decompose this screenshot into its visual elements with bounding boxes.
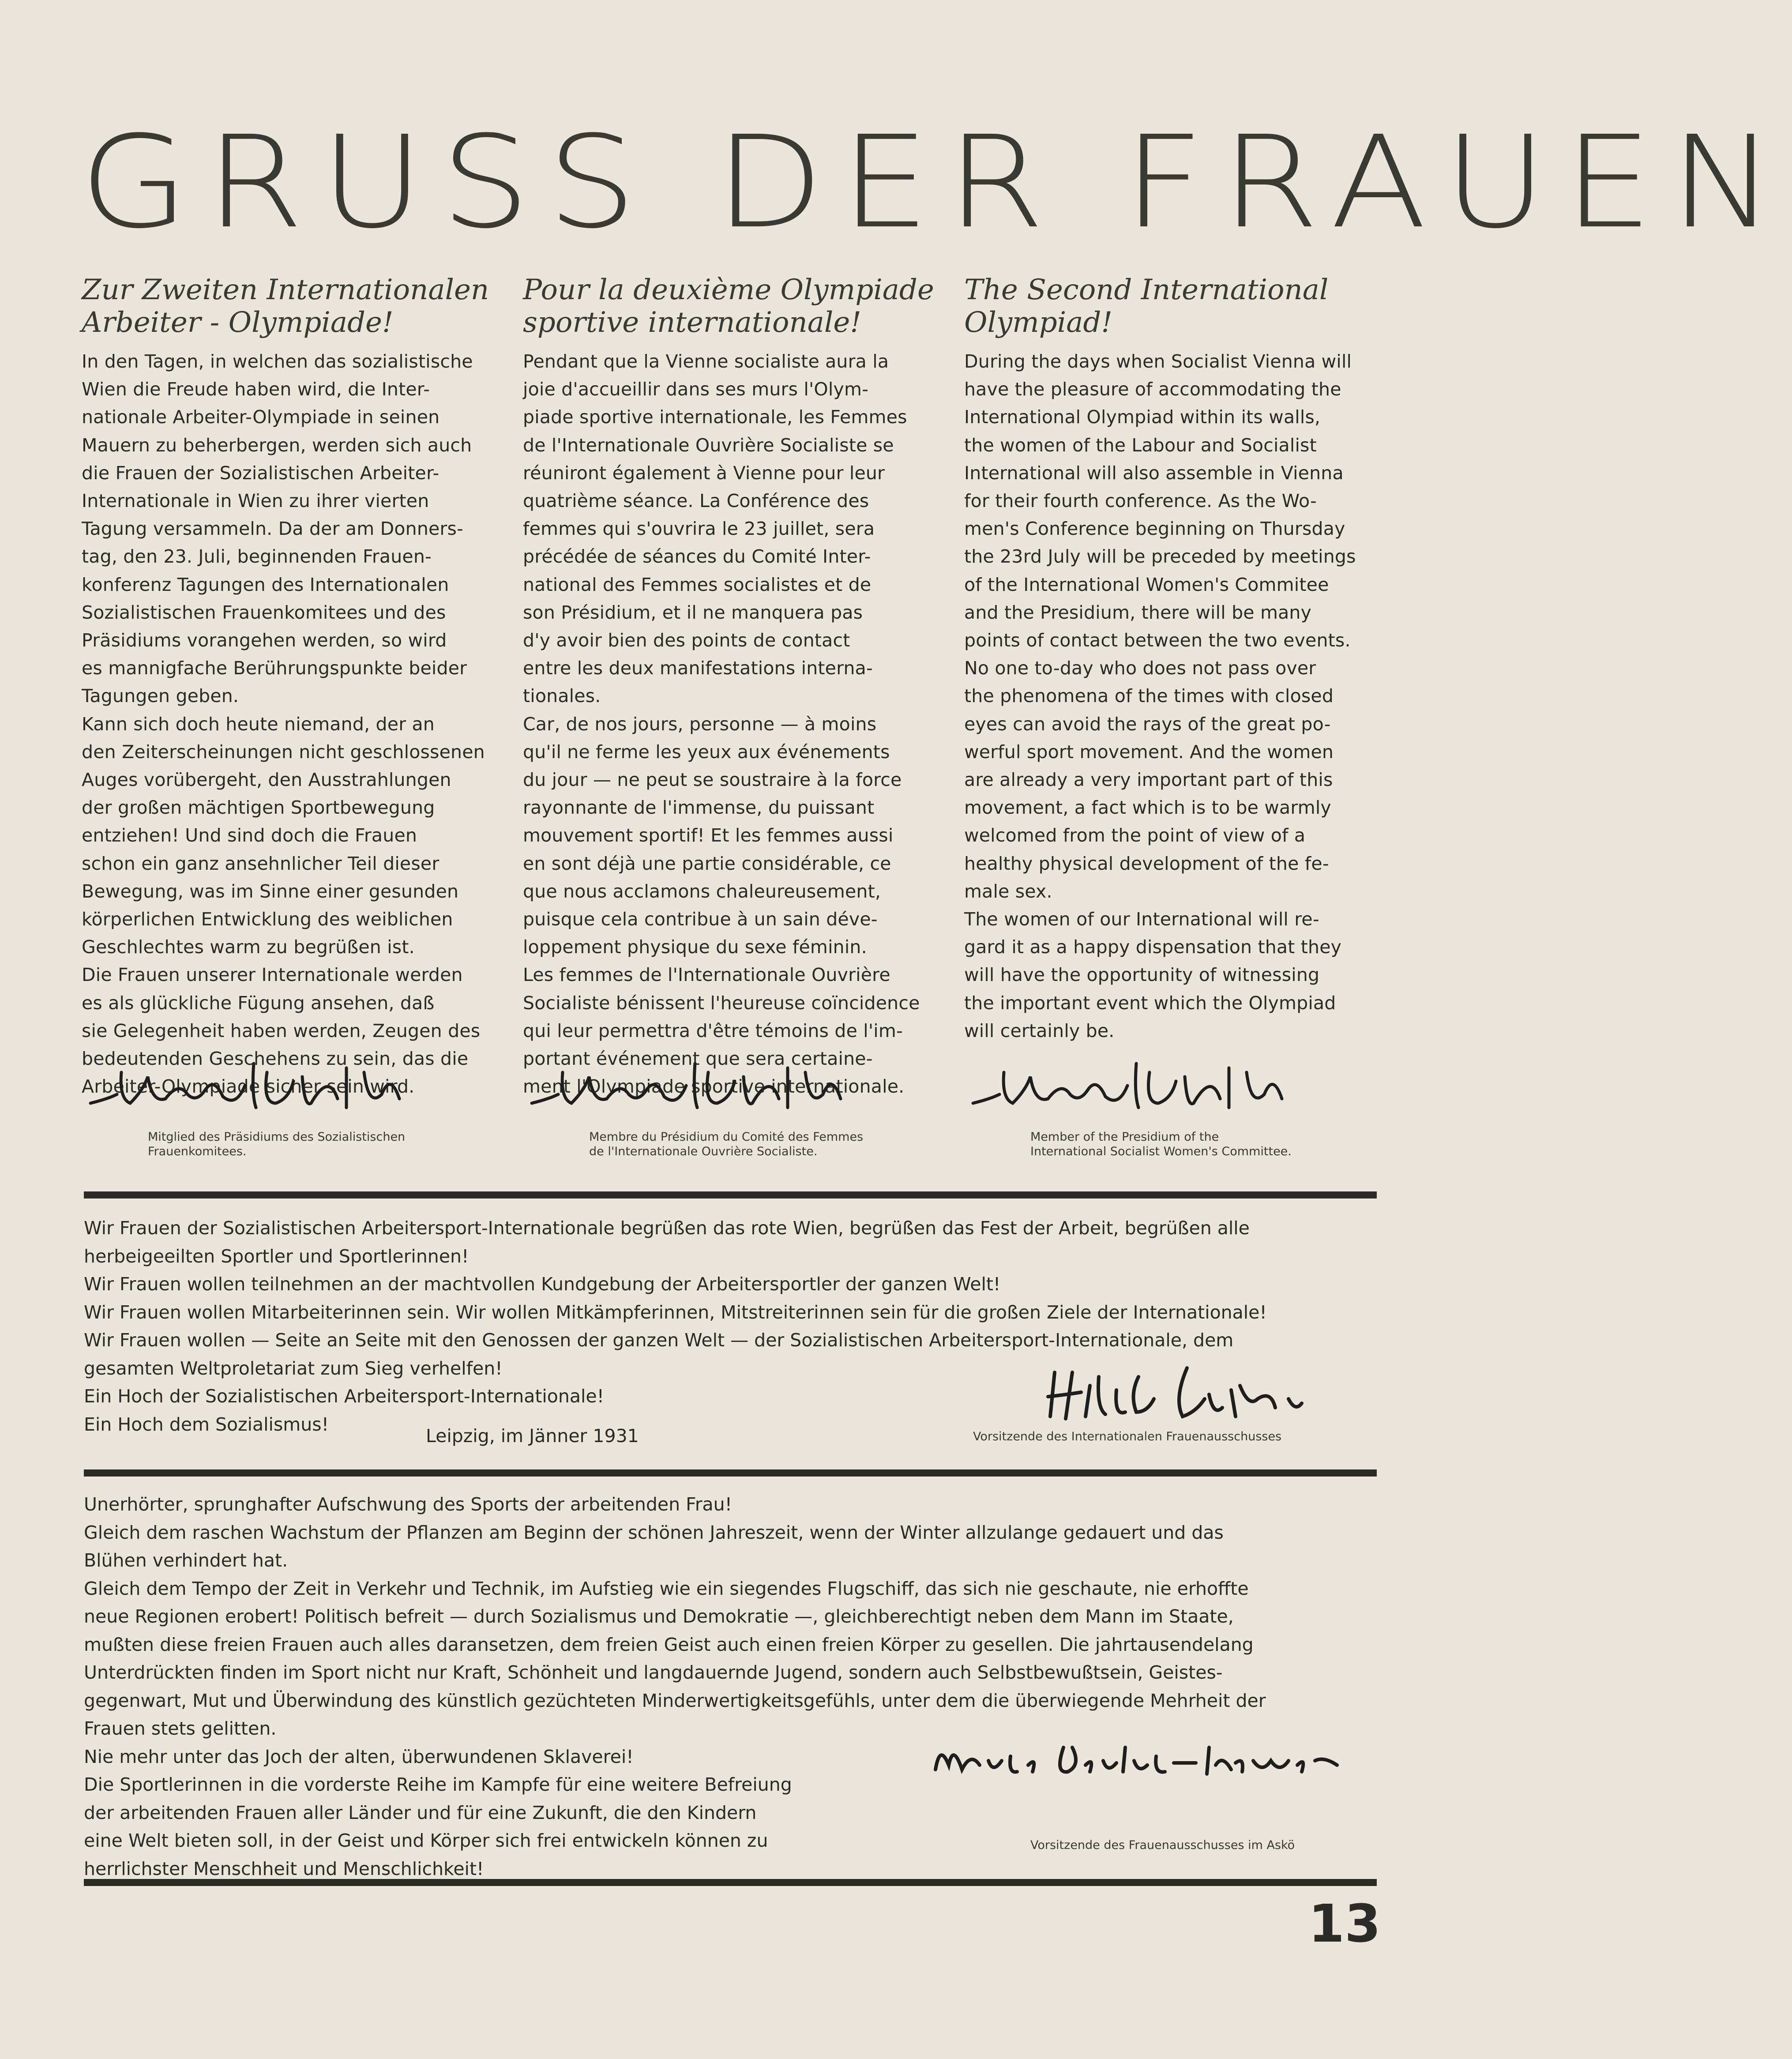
column-french	[523, 274, 938, 1101]
page-number: 13	[1308, 1893, 1381, 1954]
divider-rule	[84, 1469, 1377, 1477]
signature-caption: Vorsitzende des Internationalen Frauenausschusses	[973, 1430, 1282, 1443]
page-title: GRUSS DER FRAUEN	[79, 109, 1792, 257]
signature-caption: Member of the Presidium of the International Socialist Women's Committee.	[1030, 1130, 1292, 1158]
divider-rule	[84, 1191, 1377, 1199]
column-body: During the days when Socialist Vienna will have the pleasure of accommodating the International Olympiad within its walls, the women of the Labour and Socialist International will also assemble in Vienna for their fourth conference. As the Wo- men's Conference beginning on Thursday the 23rd July will be preceded by meetings of the International Women's Commitee and the Presidium, there will be many points of contact between the two events. No one to-day who does not pass over the phenomena of the times with closed eyes can avoid the rays of the great po- werful sport movement. And the women are already a very important part of this movement, a fact which is to be warmly welcomed from the point of view of a healthy physical development of the fe- male sex. The women of our International will re- gard it as a happy dispensation that they will have the opportunity of witnessing the important event which the Olympiad will certainly be.	[964, 351, 1356, 1041]
signature-block	[523, 1046, 938, 1178]
signature-block	[82, 1046, 496, 1178]
column-body: Pendant que la Vienne socialiste aura la joie d'accueillir dans ses murs l'Olym- piade sportive internationale, les Femmes de l'Internationale Ouvrière Socialiste se réuniront également à Vienne pour leur quatrième séance. La Conférence des femmes qui s'ouvrira le 23 juillet, sera précédée de séances du Comité Inter- national des Femmes socialistes et de son Présidium, et il ne manquera pas d'y avoir bien des points de contact entre les deux manifestations interna- tionales. Car, de nos jours, personne — à moins qu'il ne ferme les yeux aux événements du jour — ne peut se soustraire à la force rayonnante de l'immense, du puissant mouvement sportif! Et les femmes aussi en sont déjà une partie considérable, ce que nous acclamons chaleureusement, puisque cela contribue à un sain déve- loppement physique du sexe féminin. Les femmes de l'Internationale Ouvrière Socialiste bénissent l'heureuse coïncidence qui leur permettra d'être témoins de l'im- portant événement que sera certaine- ment l'Olympiade sportive internationale.	[523, 351, 920, 1097]
handwritten-signature	[82, 1046, 488, 1130]
column-heading: Zur Zweiten Internationalen Arbeiter - Olympiade!	[82, 274, 489, 339]
column-body: In den Tagen, in welchen das sozialistische Wien die Freude haben wird, die Inter- nationale Arbeiter-Olympiade in seinen Mauern zu beherbergen, werden sich auch die Frauen der Sozialistischen Arbeiter- Internationale in Wien zu ihrer vierten Tagung versammeln. Da der am Donners- tag, den 23. Juli, beginnenden Frauen- konferenz Tagungen des Internationalen Sozialistischen Frauenkomitees und des Präsidiums vorangehen werden, so wird es mannigfache Berührungspunkte beider Tagungen geben. Kann sich doch heute niemand, der an den Zeiterscheinungen nicht geschlossenen Auges vorübergeht, den Ausstrahlungen der großen mächtigen Sportbewegung entziehen! Und sind doch die Frauen schon ein ganz ansehnlicher Teil dieser Bewegung, was im Sinne einer gesunden körperlichen Entwicklung des weiblichen Geschlechtes warm zu begrüßen ist. Die Frauen unserer Internationale werden es als glückliche Fügung ansehen, daß sie Gelegenheit haben werden, Zeugen des bedeutenden Geschehens zu sein, das die Arbeiter-Olympiade sicher sein wird.	[82, 351, 485, 1097]
column-english	[964, 274, 1379, 1045]
column-heading: Pour la deuxième Olympiade sportive internationale!	[523, 274, 934, 339]
handwritten-signature	[964, 1046, 1370, 1130]
signature-caption: Mitglied des Präsidiums des Sozialistischen Frauenkomitees.	[148, 1130, 406, 1158]
signature-caption: Membre du Présidium du Comité des Femmes de l'Internationale Ouvrière Socialiste.	[589, 1130, 864, 1158]
signature-caption: Vorsitzende des Frauenausschusses im Askö	[1030, 1838, 1295, 1852]
handwritten-signature	[523, 1046, 929, 1130]
greeting-block-leipzig: Wir Frauen der Sozialistischen Arbeitersport-Internationale begrüßen das rote Wien, begrüßen das Fest der Arbeit, begrüßen alle herbeigeeilten Sportler und Sportlerinnen! Wir Frauen wollen teilnehmen an der machtvollen Kundgebung der Arbeitersportler der ganzen Welt! Wir Frauen wollen Mitarbeiterinnen sein. Wir wollen Mitkämpferinnen, Mitstreiterinnen sein für die großen Ziele der Internationale! Wir Frauen wollen — Seite an Seite mit den Genossen der ganzen Welt — der Sozialistischen Arbeitersport-Internationale, dem gesamten Weltproletariat zum Sieg verhelfen! Ein Hoch der Sozialistischen Arbeitersport-Internationale! Ein Hoch dem Sozialismus!	[84, 1217, 1267, 1435]
greeting-block-askoe: Unerhörter, sprunghafter Aufschwung des Sports der arbeitenden Frau! Gleich dem raschen Wachstum der Pflanzen am Beginn der schönen Jahreszeit, wenn der Winter allzulange gedauert und das Blühen verhindert hat. Gleich dem Tempo der Zeit in Verkehr und Technik, im Aufstieg wie ein siegendes Flugschiff, das sich nie geschaute, nie erhoffte neue Regionen erobert! Politisch befreit — durch Sozialismus und Demokratie —, gleichberechtigt neben dem Mann im Staate, mußten diese freien Frauen auch alles daransetzen, dem freien Geist auch einen freien Körper zu gesellen. Die jahrtausendelang Unterdrückten finden im Sport nicht nur Kraft, Schönheit und langdauernde Jugend, sondern auch Selbstbewußtsein, Geistes- gegenwart, Mut und Überwindung des künstlich gezüchteten Minderwertigkeitsgefühls, unter dem die überwiegende Mehrheit der Frauen stets gelitten. Nie mehr unter das Joch der alten, überwundenen Sklaverei! Die Sportlerinnen in die vorderste Reihe im Kampfe für eine weitere Befreiung der arbeitenden Frauen aller Länder und für eine Zukunft, die den Kindern eine Welt bieten soll, in der Geist und Körper sich frei entwickeln können zu herrlichster Menschheit und Menschlichkeit!	[84, 1494, 1266, 1879]
place-date: Leipzig, im Jänner 1931	[426, 1425, 639, 1447]
column-heading: The Second International Olympiad!	[964, 274, 1329, 339]
handwritten-signature	[1041, 1359, 1315, 1430]
divider-rule	[84, 1879, 1377, 1886]
handwritten-signature	[927, 1730, 1368, 1783]
signature-block	[964, 1046, 1379, 1178]
column-german	[82, 274, 496, 1101]
